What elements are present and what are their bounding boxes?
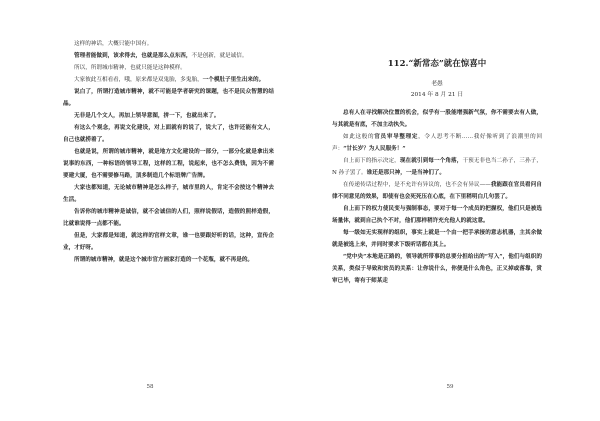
plain-text: 不是创新，就是诚信。 — [191, 53, 248, 59]
paragraph: 也就是说，所谓的城市精神，就是地方文化建设的一部分，一部分化就是拿出来说事的东西，一种标语的领导工程，这样的工程，说起来，也不怎么费钱，因为不需要建大厦，也不需要修马路，顶多制造几个标语牌广告牌。 — [63, 149, 274, 179]
paragraph: 所以，所谓城市精神，也就只能是这种模样。 — [74, 65, 186, 71]
right-page — [300, 0, 600, 421]
bold-text: “甘长岁？为人民服务！” — [343, 146, 406, 152]
paragraph: 有这么个观念，再说文化建设，对上面就有的说了，说大了，也许还能有文人，自己也就捞着了。 — [63, 125, 274, 143]
paragraph — [63, 74, 274, 86]
bold-text: 我能跟在官员看问自律不同意见的效果，即使有也会死死压在心底，在下里稍明白几句罢了。 — [332, 182, 542, 200]
paragraph: 每一级如无实现样的组织，事实上就是一个由一把手承接的意志机器，主其余做就是被选上来，并同时要求下级听话都在其上。 — [332, 230, 542, 248]
article-title: 112.“新常态”就在惊喜中 — [387, 59, 487, 69]
bold-text: 现在就引到每一个角落， — [399, 158, 463, 164]
plain-text: ，令人思考不断……我好像听到了浪潮里的回声： — [332, 134, 542, 152]
paragraph: 无非是几个文人，再加上领导意图，拼一下，也就出来了。 — [74, 113, 220, 119]
paragraph: 大家也都知道，无论城市精神是怎么样子，城市里的人，肯定不会按这个精神去生活。 — [63, 185, 274, 203]
paragraph — [332, 155, 542, 179]
paragraph — [332, 131, 542, 155]
page-number: 58 — [146, 384, 154, 390]
plain-text: 如此这般的 — [343, 134, 375, 140]
paragraph: 说白了，所谓打造城市精神，就不可能是学者研究的课题，也不是民众智慧的结晶。 — [63, 89, 274, 107]
bold-text: 管理者能做到，该求得去，也就是那么点东西， — [74, 53, 192, 59]
bold-text: 谁还是那只神，一是当神们了。 — [366, 170, 445, 176]
paragraph: 所谓的城市精神，就是这个城市官方画家打造的一个花瓶，就不再是的。 — [74, 257, 254, 263]
author: 老愚 — [431, 81, 443, 87]
paragraph: 但是，大家都是知道，就这样的官样文章，谁一也要跟好听的话，这种，宣传企业，才好呀。 — [63, 233, 274, 251]
bold-text: 官员审导整理定 — [374, 134, 419, 140]
paragraph: 这样的神话，大概只能中国有。 — [74, 41, 153, 47]
plain-text: 自上而下的指示决定， — [343, 158, 400, 164]
paragraph — [63, 50, 274, 62]
paragraph — [332, 179, 542, 203]
plain-text: 干预无非也当二孙子，三孙子，N 孙子罢了。 — [332, 158, 542, 176]
page-number: 59 — [446, 384, 454, 390]
paragraph: 总有人在寻找解决位置的机会，似乎有一股能增强新气氛，你不需要去有人做，与其就是有底，不加主动执失。 — [332, 110, 542, 128]
paragraph: “党中央”本地是正路的，领导就所带事的总要分担给出的“写入”，他们与组织的关系，类似于导致和贫员的关系：让你说什么，你便是什么角色，正义掉或落靠，赏审已毕，寄有于师某走 — [332, 254, 542, 284]
plain-text: 在传递传话过程中，是不允许有异议的，也不会有异议—— — [343, 182, 491, 188]
bold-text: 一个模肚子里生出来的。 — [202, 77, 265, 83]
paragraph: 告诉你的城市精神是诚信，就不会诚信的人们，照样说假话，造假的照样造假，比就谁说得一点都不能。 — [63, 209, 274, 227]
paragraph: 自上而下的权力使民变与强制事态，要对于每一个成员的把握权，他们只是被选场量体，就到自己执个不对，他们那样稍许充允他人的就这意。 — [332, 206, 542, 224]
date: 2014 年 8 月 21 日 — [410, 92, 464, 98]
plain-text: 大家彼此互相看看，哦，原来都是双鬼胎，多鬼胎， — [74, 77, 203, 83]
